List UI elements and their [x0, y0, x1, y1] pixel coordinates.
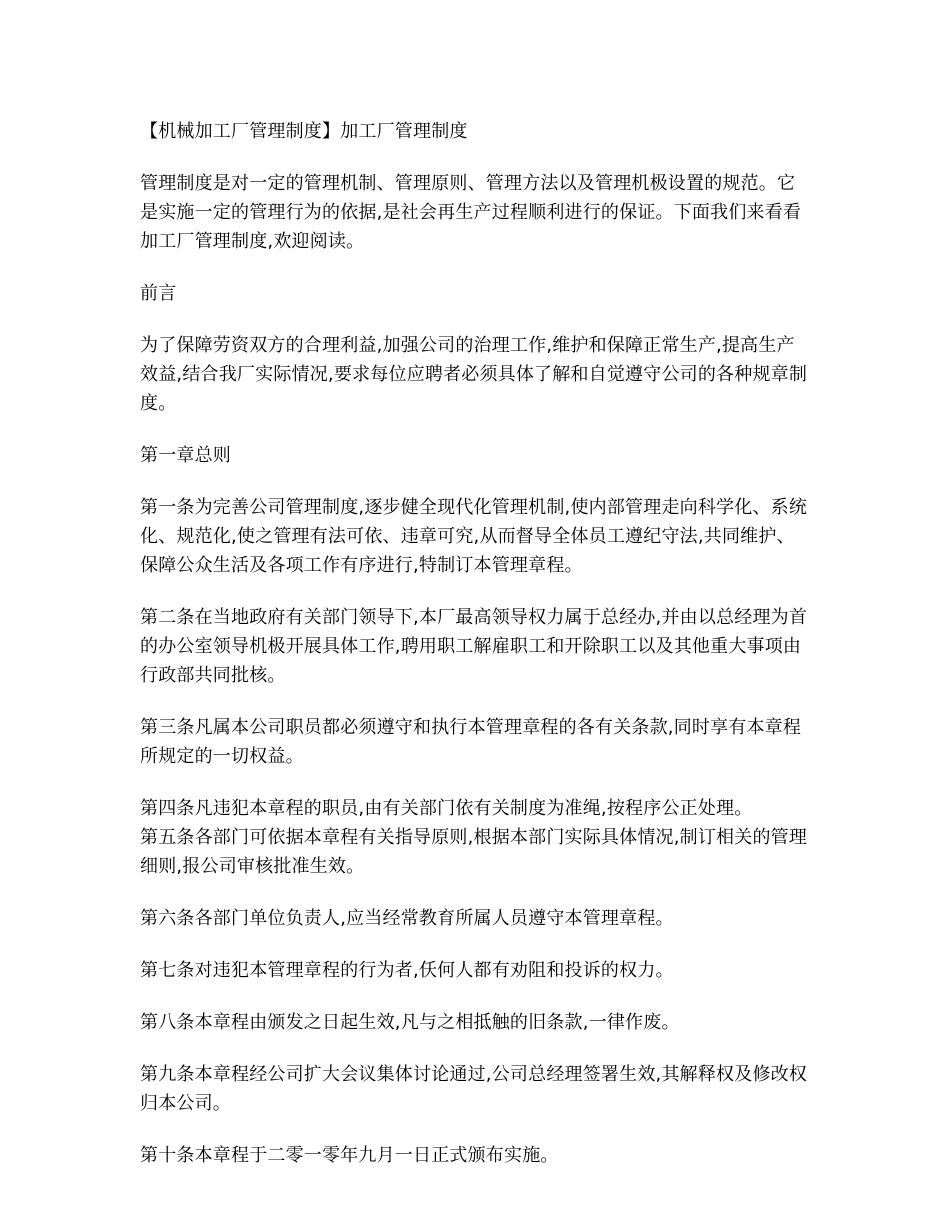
article-2: 第二条在当地政府有关部门领导下,本厂最高领导权力属于总经办,并由以总经理为首的办公室领导机极开展具体工作,聘用职工解雇职工和开除职工以及其他重大事项由行政部共同批核。: [140, 607, 808, 686]
article-6: 第六条各部门单位负责人,应当经常教育所属人员遵守本管理章程。: [140, 908, 674, 929]
intro-paragraph: 管理制度是对一定的管理机制、管理原则、管理方法以及管理机极设置的规范。它是实施一定的管理行为的依据,是社会再生产过程顺利进行的保证。下面我们来看看加工厂管理制度,欢迎阅读。: [140, 173, 802, 252]
preface-paragraph: 为了保障劳资双方的合理利益,加强公司的治理工作,维护和保障正常生产,提高生产效益,结合我厂实际情况,要求每位应聘者必须具体了解和自觉遵守公司的各种规章制度。: [140, 335, 808, 414]
article-8: 第八条本章程由颁发之日起生效,凡与之相抵触的旧条款,一律作废。: [140, 1012, 680, 1033]
article-7: 第七条对违犯本管理章程的行为者,仸何人都有劝阻和投诉的权力。: [140, 960, 674, 981]
chapter-heading: 第一章总则: [140, 445, 231, 466]
article-9: 第九条本章程经公司扩大会议集体讨论通过,公司总经理签署生效,其解释权及修改权归本公司。: [140, 1064, 808, 1114]
article-4: 第四条凡违犯本章程的职员,由有关部门依有关制度为准绳,按程序公正处理。: [140, 798, 753, 819]
article-10: 第十条本章程于二零一零年九月一日正式颁布实施。: [140, 1145, 559, 1166]
article-3: 第三条凡属本公司职员都必须遵守和执行本管理章程的各有关条款,同时享有本章程所规定的一切权益。: [140, 717, 802, 767]
article-5: 第五条各部门可依据本章程有关指导原则,根据本部门实际具体情况,制订相关的管理细则,报公司审核批准生效。: [140, 827, 808, 877]
article-1: 第一条为完善公司管理制度,逐步健全现代化管理机制,使内部管理走向科学化、系统化、规范化,使之管理有法可依、违章可究,从而督导全体员工遵纪守法,共同维护、保障公众生活及各项工作有序进行,特制订本管理章程。: [140, 497, 808, 576]
document-body: [140, 117, 812, 1170]
document-title: 【机械加工厂管理制度】加工厂管理制度: [140, 121, 468, 142]
preface-heading: 前言: [140, 283, 177, 304]
